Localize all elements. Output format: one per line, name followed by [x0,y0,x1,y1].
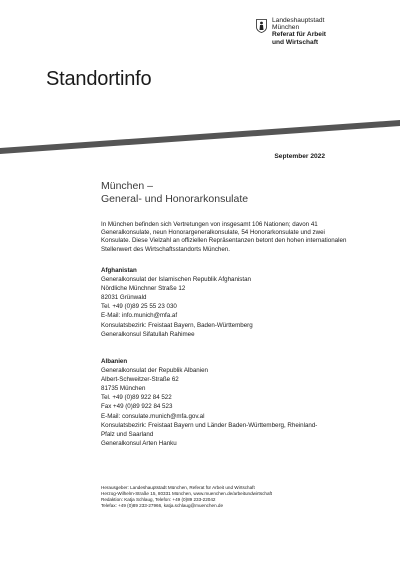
section-line: Tel. +49 (0)89 25 55 23 030 [101,303,177,311]
section-line: Konsulatsbezirk: Freistaat Bayern, Baden-Württemberg [101,321,253,329]
footer-line: Herausgeber: Landeshauptstadt München, Referat für Arbeit und Wirtschaft [101,485,255,490]
section-line: Albert-Schweitzer-Straße 62 [101,376,179,384]
org-line: Referat für Arbeit [272,31,326,39]
country-heading: Afghanistan [101,267,137,274]
page-title: Standortinfo [46,68,152,90]
organization-name [272,17,326,46]
consulate-section-albanien [101,357,361,448]
document-title-line: General- und Honorarkonsulate [101,193,249,205]
section-line: Fax +49 (0)89 922 84 523 [101,403,173,411]
section-line: Generalkonsulat der Republik Albanien [101,367,208,375]
document-title [101,180,248,206]
section-line: Generalkonsulat der Islamischen Republik Afghanistan [101,276,251,284]
munich-crest-icon [256,19,267,33]
consulate-section-afghanistan [101,266,361,339]
section-line: 81735 München [101,385,146,393]
publisher-footer [101,485,272,509]
section-line: Konsulatsbezirk: Freistaat Bayern und Länder Baden-Württemberg, Rheinland- [101,421,318,429]
document-title-line: München – [101,180,153,192]
intro-paragraph: In München befinden sich Vertretungen von insgesamt 106 Nationen; davon 41 Generalkonsulate, neun Honorargeneralkonsulate, 54 Honorarkonsulate und zwei Konsulate. Diese Vielzahl an offiziellen Repräsentanzen betont den hohen internationalen Stellenwert des Wirtschaftsstandorts München. [101,221,347,253]
org-line: und Wirtschaft [272,38,319,46]
footer-line: Telefax: +49 (0)89 233-27966, katja.schlaug@muenchen.de [101,502,224,508]
section-line: Tel. +49 (0)89 922 84 522 [101,394,172,402]
org-line: München [272,24,300,32]
header-logo [256,17,360,57]
decorative-stripe [0,116,400,156]
footer-line: Redaktion: Katja Schlaug, Telefon: +49 (0)89 233-22042 [101,496,216,502]
publication-date: September 2022 [274,153,325,160]
section-line: Nördliche Münchner Straße 12 [101,285,186,293]
section-line: E-Mail: consulate.munich@mfa.gov.al [101,412,205,420]
section-line: 82031 Grünwald [101,294,147,302]
country-heading: Albanien [101,358,128,365]
section-line: Generalkonsul Sifatullah Rahimee [101,330,195,338]
section-line: Generalkonsul Arten Hanku [101,439,177,447]
section-line: E-Mail: info.munich@mfa.af [101,312,178,320]
section-line: Pfalz und Saarland [101,430,154,438]
org-line: Landeshauptstadt [272,17,325,24]
footer-line: Herzog-Wilhelm-Straße 15, 80331 München, www.muenchen.de/arbeitundwirtschaft [101,490,273,496]
